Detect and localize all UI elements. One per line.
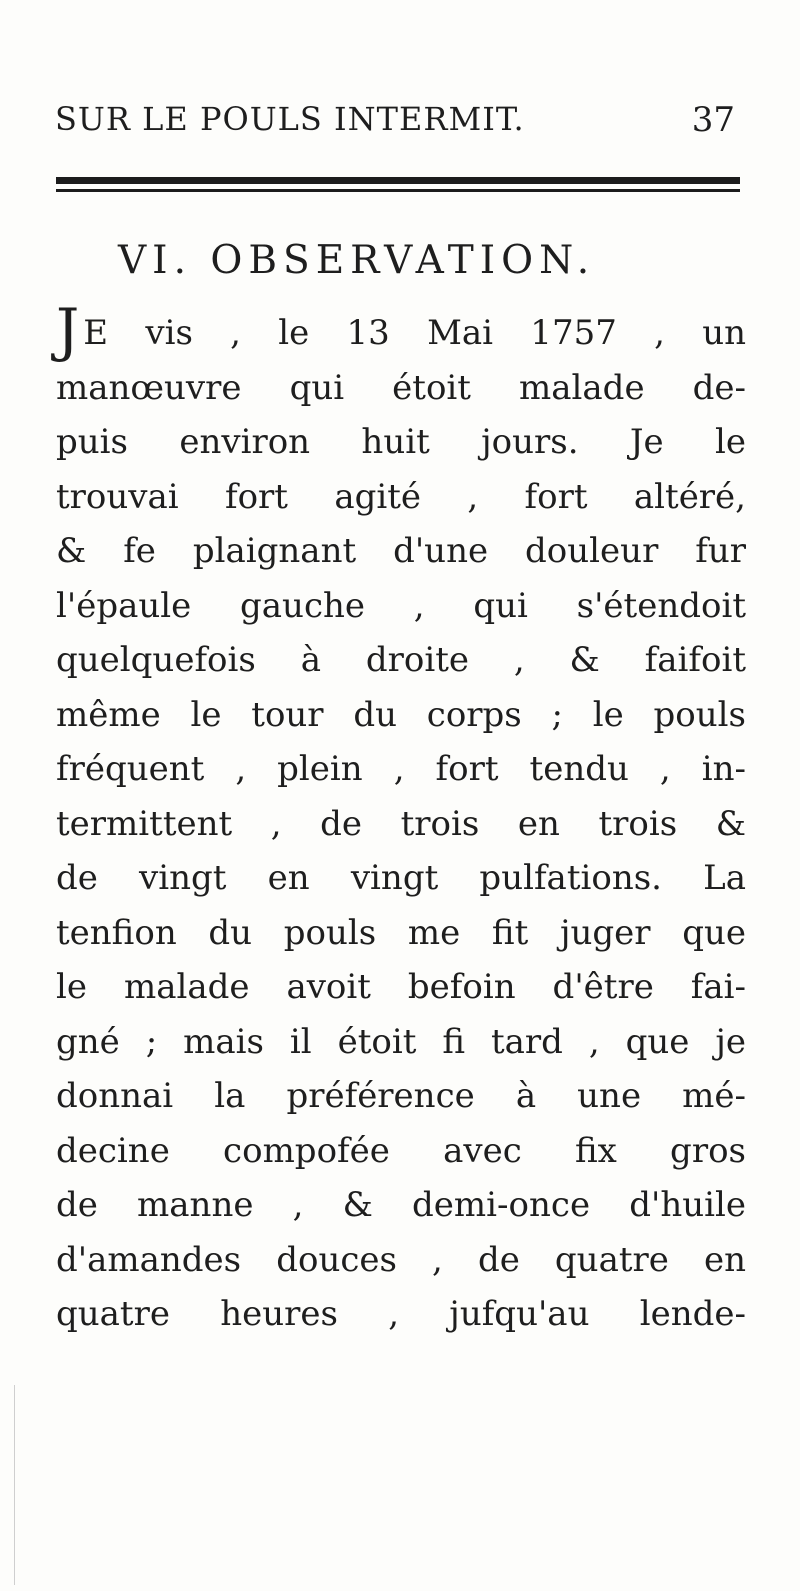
- text-line-18: d'amandes douces , de quatre en: [56, 1239, 746, 1280]
- text-line-13: le malade avoit befoin d'être fai-: [56, 967, 746, 1007]
- text-line-10: termittent , de trois en trois &: [56, 803, 746, 844]
- text-line-1-content: E vis , le 13 Mai 1757 , un: [83, 313, 746, 353]
- text-line-5: & fe plaignant d'une douleur fur: [56, 531, 746, 571]
- gutter-shadow: [14, 1385, 15, 1585]
- text-line-3: puis environ huit jours. Je le: [56, 422, 746, 462]
- running-title: SUR LE POULS INTERMIT.: [55, 100, 525, 138]
- text-line-2: manœuvre qui étoit malade de-: [56, 367, 746, 408]
- header-rule-thin: [56, 189, 740, 192]
- text-line-8: même le tour du corps ; le pouls: [56, 694, 746, 735]
- text-line-1: [56, 296, 746, 364]
- body-text: [56, 296, 746, 1342]
- text-line-4: trouvai fort agité , fort altéré,: [56, 476, 746, 517]
- text-line-19: quatre heures , jufqu'au lende-: [56, 1294, 746, 1334]
- drop-cap: J: [56, 296, 80, 364]
- section-heading: VI. OBSERVATION.: [118, 238, 596, 283]
- text-line-15: donnai la préférence à une mé-: [56, 1076, 746, 1116]
- running-head: [55, 100, 745, 150]
- text-line-12: tenfion du pouls me fit juger que: [56, 912, 746, 953]
- header-rule-thick: [56, 177, 740, 184]
- text-line-14: gné ; mais il étoit fi tard , que je: [56, 1021, 746, 1062]
- text-line-17: de manne , & demi-once d'huile: [56, 1185, 746, 1225]
- text-line-7: quelquefois à droite , & faifoit: [56, 640, 746, 680]
- page-number: 37: [691, 100, 735, 140]
- text-line-16: decine compofée avec fix gros: [56, 1130, 746, 1171]
- text-line-11: de vingt en vingt pulfations. La: [56, 858, 746, 898]
- text-line-9: fréquent , plein , fort tendu , in-: [56, 749, 746, 789]
- text-line-6: l'épaule gauche , qui s'étendoit: [56, 585, 746, 626]
